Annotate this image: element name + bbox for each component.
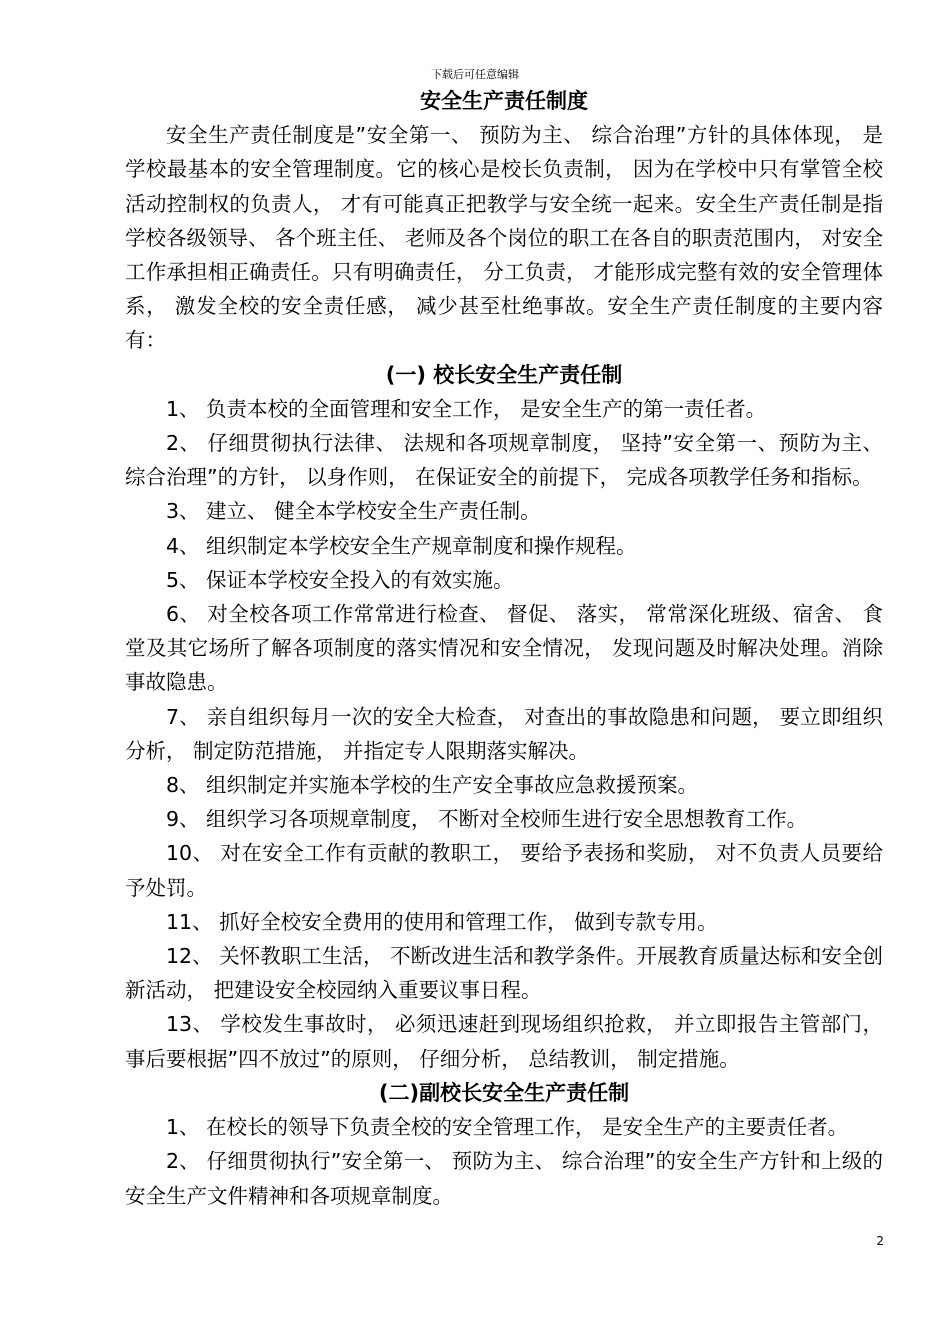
list-item: 11、 抓好全校安全费用的使用和管理工作， 做到专款专用。 (166, 909, 718, 934)
list-item: 5、 保证本学校安全投入的有效实施。 (166, 567, 514, 592)
section-heading-principal: (一) 校长安全生产责任制 (385, 362, 623, 387)
list-item: 4、 组织制定本学校安全生产规章制度和操作规程。 (166, 533, 637, 558)
list-item: 7、 亲自组织每月一次的安全大检查， 对查出的事故隐患和问题， 要立即组织分析， 制定防范措施， 并指定专人限期落实解决。 (125, 704, 883, 763)
list-item: 6、 对全校各项工作常常进行检查、 督促、 落实， 常常深化班级、宿舍、 食堂及其它场所了解各项制度的落实情况和安全情况， 发现问题及时解决处理。消除事故隐患。 (125, 602, 883, 695)
section-heading-vice-principal: (二)副校长安全生产责任制 (378, 1080, 630, 1105)
list-item: 12、 关怀教职工生活， 不断改进生活和教学条件。开展教育质量达标和安全创新活动， 把建设安全校园纳入重要议事日程。 (125, 944, 883, 1003)
intro-paragraph: 安全生产责任制度是”安全第一、 预防为主、 综合治理”方针的具体体现， 是学校最基本的安全管理制度。它的核心是校长负责制， 因为在学校中只有掌管全校活动控制权的负责人， 才有可能真正把教学与安全统一起来。安全生产责任制是指学校各级领导、 各个班主任、 老师及各个岗位的职工在各自的职责范围内， 对安全工作承担相正确责任。只有明确责任， 分工负责， 才能形成完整有效的安全管理体系， 激发全校的安全责任感， 减少甚至杜绝事故。安全生产责任制度的主要内容有： (125, 123, 883, 353)
list-item: 13、 学校发生事故时， 必须迅速赶到现场组织抢救， 并立即报告主管部门， 事后要根据”四不放过”的原则， 仔细分析， 总结教训， 制定措施。 (125, 1012, 883, 1071)
document-body (125, 84, 883, 1213)
list-item: 1、 在校长的领导下负责全校的安全管理工作， 是安全生产的主要责任者。 (166, 1115, 849, 1140)
list-item: 2、 仔细贯彻执行”安全第一、 预防为主、 综合治理”的安全生产方针和上级的安全生产文件精神和各项规章制度。 (125, 1149, 883, 1208)
list-item: 8、 组织制定并实施本学校的生产安全事故应急救援预案。 (166, 773, 699, 798)
list-item: 1、 负责本校的全面管理和安全工作， 是安全生产的第一责任者。 (166, 396, 767, 421)
list-item: 9、 组织学习各项规章制度， 不断对全校师生进行安全思想教育工作。 (166, 807, 808, 832)
list-item: 3、 建立、 健全本学校安全生产责任制。 (166, 499, 541, 524)
page-number: 2 (876, 1234, 884, 1248)
list-item: 10、 对在安全工作有贡献的教职工， 要给予表扬和奖励， 对不负责人员要给予处罚。 (125, 841, 883, 900)
list-item: 2、 仔细贯彻执行法律、 法规和各项规章制度， 坚持”安全第一、预防为主、 综合治理”的方针， 以身作则， 在保证安全的前提下， 完成各项教学任务和指标。 (125, 431, 883, 490)
header-note: 下载后可任意编辑 (431, 68, 519, 81)
document-title: 安全生产责任制度 (420, 89, 588, 113)
